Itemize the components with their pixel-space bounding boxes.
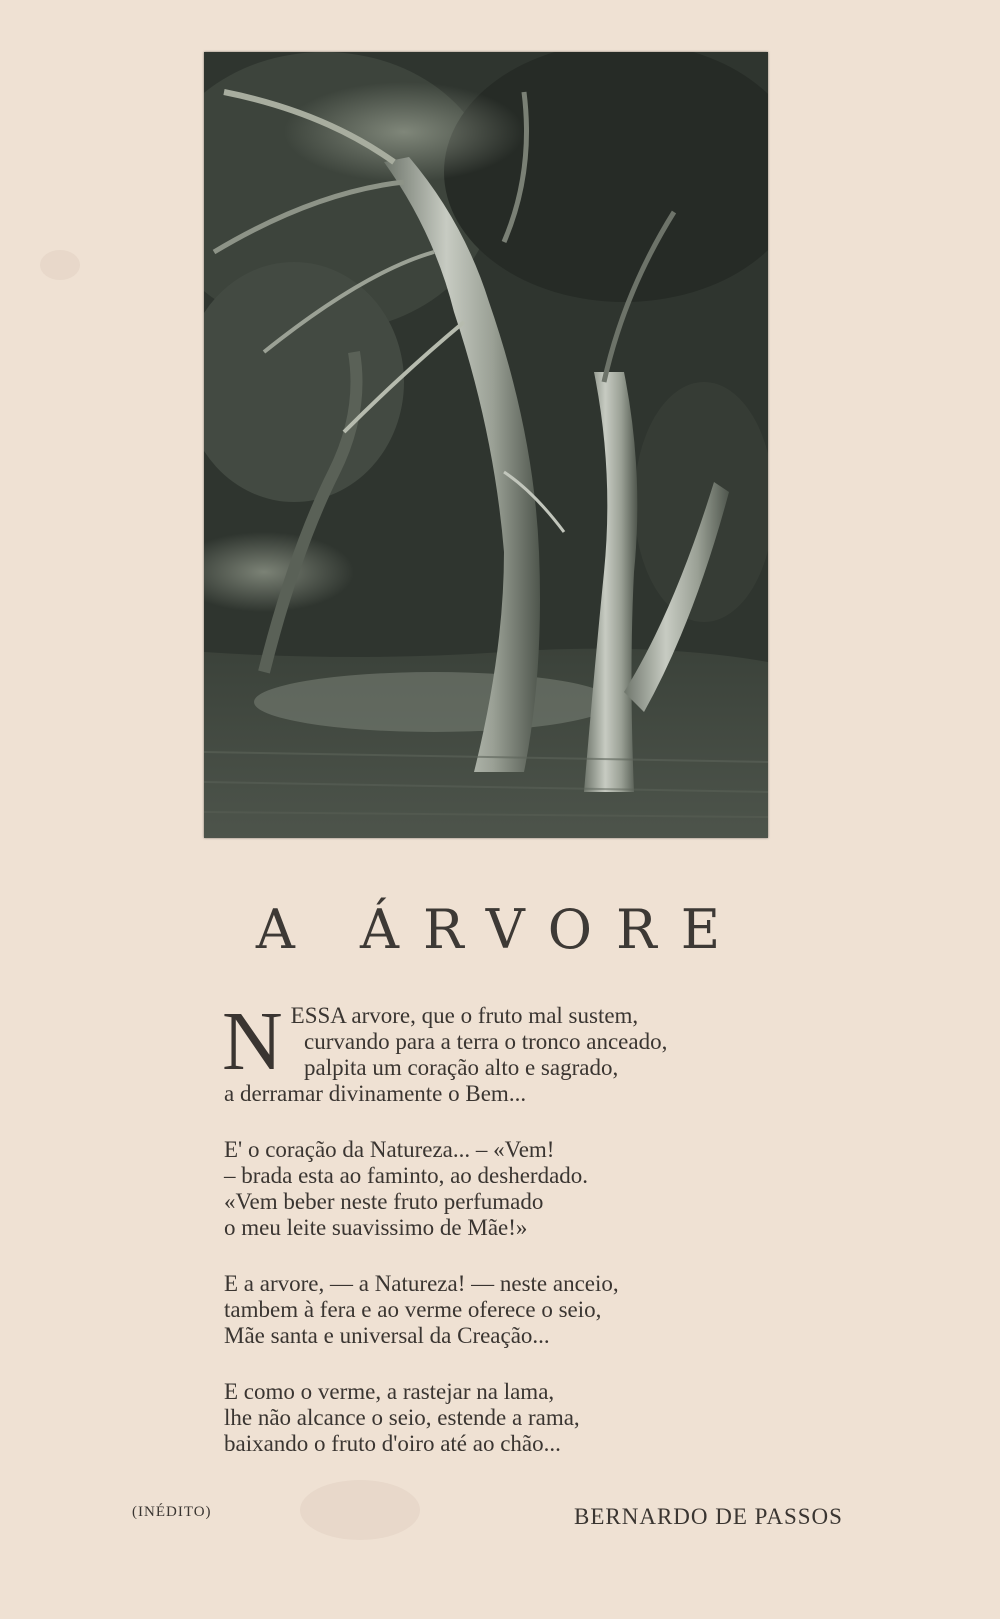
- poem-line: E' o coração da Natureza... – «Vem!: [224, 1137, 555, 1162]
- poem-line: lhe não alcance o seio, estende a rama,: [224, 1405, 580, 1430]
- poem-line: a derramar divinamente o Bem...: [224, 1081, 527, 1106]
- poem-line: E a arvore, — a Natureza! — neste anceio,: [224, 1271, 619, 1296]
- paper-stain: [40, 250, 80, 280]
- poem-line: «Vem beber neste fruto perfumado: [224, 1189, 544, 1214]
- stanza-4: [224, 1379, 784, 1457]
- poem-line: o meu leite suavissimo de Mãe!»: [224, 1215, 528, 1240]
- poem-line: – brada esta ao faminto, ao desherdado.: [224, 1163, 589, 1188]
- tree-photograph-illustration: [204, 52, 768, 838]
- stanza-3: [224, 1271, 784, 1349]
- poem-line: baixando o fruto d'oiro até ao chão...: [224, 1431, 561, 1456]
- paper-stain: [300, 1480, 420, 1540]
- poem-body: [222, 995, 784, 1487]
- poem-line: palpita um coração alto e sagrado,: [304, 1055, 619, 1080]
- stanza-2: [224, 1137, 784, 1241]
- poem-title: A ÁRVORE: [255, 898, 745, 961]
- drop-cap: N: [222, 995, 283, 1088]
- poem-line: curvando para a terra o tronco anceado,: [304, 1029, 668, 1054]
- poem-line: ESSA arvore, que o fruto mal sustem,: [290, 1003, 639, 1028]
- unpublished-note: (INÉDITO): [132, 1504, 212, 1520]
- author-signature: BERNARDO DE PASSOS: [574, 1504, 843, 1529]
- poem-line: tambem à fera e ao verme oferece o seio,: [224, 1297, 602, 1322]
- stanza-1: [222, 995, 784, 1107]
- poem-line: E como o verme, a rastejar na lama,: [224, 1379, 555, 1404]
- poem-line: Mãe santa e universal da Creação...: [224, 1323, 550, 1348]
- tree-photograph: [204, 52, 768, 838]
